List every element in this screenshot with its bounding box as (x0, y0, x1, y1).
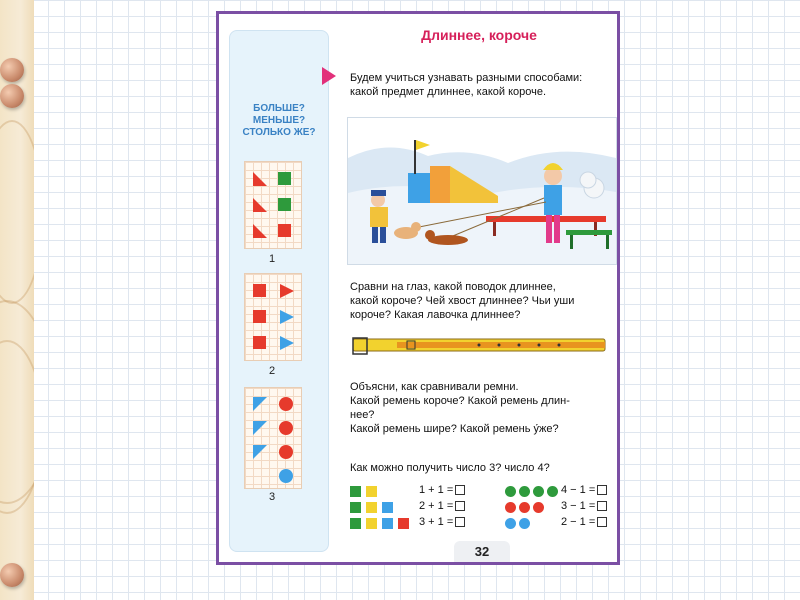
yellow-square (366, 486, 377, 497)
blue-triangle-shape (280, 336, 294, 350)
red-square-shape (253, 310, 266, 323)
green-square (350, 486, 361, 497)
equation-left-3 (419, 516, 465, 528)
question-line-1: Сравни на глаз, какой поводок длиннее, (350, 281, 556, 293)
equation-right-2 (561, 500, 607, 512)
equation-text: 1 + 1 = (419, 484, 454, 496)
equation-text: 4 − 1 = (561, 484, 596, 496)
explain-line-1: Объясни, как сравнивали ремни. (350, 381, 519, 393)
green-square (350, 502, 361, 513)
red-circle-shape (279, 397, 293, 411)
red-square-shape (278, 224, 291, 237)
bead-decoration (0, 84, 24, 108)
red-triangle-shape (253, 198, 267, 212)
yellow-square (366, 518, 377, 529)
card-number-2: 2 (268, 365, 276, 377)
green-dot (533, 486, 544, 497)
equation-right-3 (561, 516, 607, 528)
red-circle-shape (279, 421, 293, 435)
belts-graphic (349, 337, 609, 355)
equation-text: 3 + 1 = (419, 516, 454, 528)
blue-dot (505, 518, 516, 529)
winter-illustration (347, 117, 617, 265)
sidebar-heading-line1: БОЛЬШЕ? (253, 103, 305, 114)
sidebar-heading-line3: СТОЛЬКО ЖЕ? (242, 127, 316, 138)
pink-arrow-marker (322, 67, 336, 85)
blue-circle-shape (279, 469, 293, 483)
blue-triangle-shape (253, 445, 267, 459)
red-dot (533, 502, 544, 513)
red-circle-shape (279, 445, 293, 459)
swirl-decoration (0, 340, 34, 514)
number-question: Как можно получить число 3? число 4? (350, 462, 550, 474)
red-square-shape (253, 336, 266, 349)
intro-text (350, 71, 618, 99)
equation-text: 2 + 1 = (419, 500, 454, 512)
equation-left-1 (419, 484, 465, 496)
card-number-3: 3 (268, 491, 276, 503)
red-square (398, 518, 409, 529)
yellow-square (366, 502, 377, 513)
answer-box[interactable] (597, 501, 607, 511)
green-dot (519, 486, 530, 497)
explain-line-3: нее? (350, 409, 375, 421)
sidebar-heading (230, 103, 328, 139)
green-square-shape (278, 198, 291, 211)
belts-illustration (349, 337, 609, 355)
answer-box[interactable] (455, 485, 465, 495)
textbook-page (216, 11, 620, 565)
answer-box[interactable] (455, 501, 465, 511)
red-square-shape (253, 284, 266, 297)
page-title: Длиннее, короче (421, 27, 537, 43)
page-number: 32 (454, 541, 510, 563)
swirl-decoration (0, 120, 34, 304)
equation-text: 2 − 1 = (561, 516, 596, 528)
winter-scene-graphic (348, 118, 616, 264)
card-number-1: 1 (268, 253, 276, 265)
question-text (350, 280, 618, 322)
blue-dot (519, 518, 530, 529)
green-square-shape (278, 172, 291, 185)
equation-text: 3 − 1 = (561, 500, 596, 512)
answer-box[interactable] (597, 517, 607, 527)
intro-line-1: Будем учиться узнавать разными способами: (350, 72, 583, 84)
sidebar-panel (229, 30, 329, 552)
blue-triangle-shape (280, 310, 294, 324)
blue-square (382, 518, 393, 529)
bead-decoration (0, 563, 24, 587)
blue-triangle-shape (253, 397, 267, 411)
shape-card-3 (244, 387, 302, 489)
red-triangle-shape (280, 284, 294, 298)
green-dot (547, 486, 558, 497)
equation-left-2 (419, 500, 465, 512)
green-square (350, 518, 361, 529)
red-triangle-shape (253, 172, 267, 186)
red-dot (505, 502, 516, 513)
shape-card-2 (244, 273, 302, 361)
blue-square (382, 502, 393, 513)
red-triangle-shape (253, 224, 267, 238)
answer-box[interactable] (597, 485, 607, 495)
green-dot (505, 486, 516, 497)
shape-card-1 (244, 161, 302, 249)
equation-right-1 (561, 484, 607, 496)
bead-decoration (0, 58, 24, 82)
explain-text (350, 380, 618, 436)
question-line-2: какой короче? Чей хвост длиннее? Чьи уши (350, 295, 575, 307)
explain-line-4: Какой ремень шире? Какой ремень у́же? (350, 423, 559, 435)
sidebar-heading-line2: МЕНЬШЕ? (252, 115, 306, 126)
red-dot (519, 502, 530, 513)
question-line-3: короче? Какая лавочка длиннее? (350, 309, 521, 321)
intro-line-2: какой предмет длиннее, какой короче. (350, 86, 547, 98)
blue-triangle-shape (253, 421, 267, 435)
answer-box[interactable] (455, 517, 465, 527)
explain-line-2: Какой ремень короче? Какой ремень длин- (350, 395, 570, 407)
